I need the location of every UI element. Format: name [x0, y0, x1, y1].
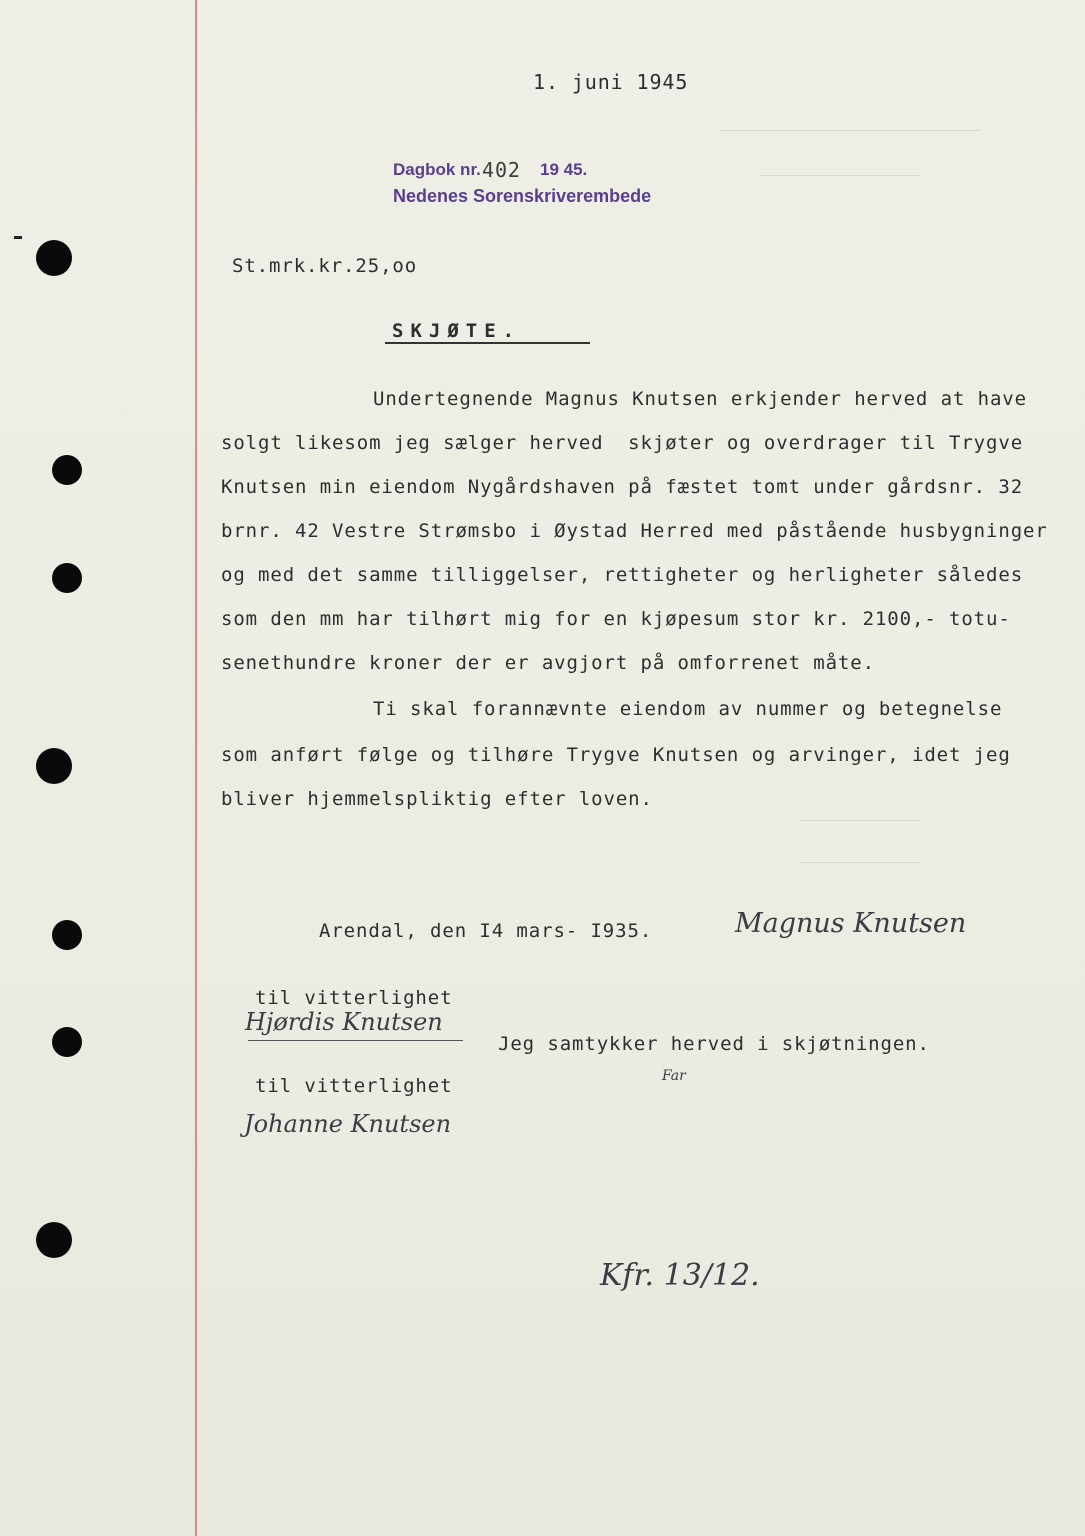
body-line: solgt likesom jeg sælger herved skjøter og overdrager til Trygve	[221, 432, 1024, 454]
witness-label: til vitterlighet	[255, 987, 453, 1009]
margin-line	[195, 0, 197, 1536]
consent-note: Far	[662, 1068, 686, 1084]
punch-hole	[36, 1222, 72, 1258]
body-line: Ti skal forannævnte eiendom av nummer og betegnelse	[373, 698, 1003, 720]
body-line: bliver hjemmelspliktig efter loven.	[221, 788, 653, 810]
body-line: som den mm har tilhørt mig for en kjøpesum stor kr. 2100,- totu-	[221, 608, 1011, 630]
registration-office: Nedenes Sorenskriverembede	[393, 186, 652, 206]
registration-year: 19 45.	[540, 160, 588, 179]
bleed-through-line	[720, 130, 980, 131]
bleed-through-line	[760, 175, 920, 176]
body-line: senethundre kroner der er avgjort på omforrenet måte.	[221, 652, 875, 674]
witness-label: til vitterlighet	[255, 1075, 453, 1097]
signature-line	[248, 1040, 463, 1041]
document-date: 1. juni 1945	[533, 70, 689, 94]
punch-hole	[52, 455, 82, 485]
document-title: SKJØTE.	[392, 320, 522, 342]
seller-signature: Magnus Knutsen	[735, 908, 967, 939]
margin-tick	[14, 236, 22, 239]
consent-statement: Jeg samtykker herved i skjøtningen.	[498, 1033, 930, 1055]
body-line: Undertegnende Magnus Knutsen erkjender herved at have	[373, 388, 1027, 410]
body-line: og med det samme tilliggelser, rettigheter og herligheter således	[221, 564, 1024, 586]
punch-hole	[52, 920, 82, 950]
place-and-date: Arendal, den I4 mars- I935.	[319, 920, 653, 942]
body-line: som anført følge og tilhøre Trygve Knutsen og arvinger, idet jeg	[221, 744, 1011, 766]
punch-hole	[52, 563, 82, 593]
stamp-duty: St.mrk.kr.25,oo	[232, 255, 418, 277]
punch-hole	[36, 240, 72, 276]
title-underline	[385, 342, 590, 344]
witness-signature: Johanne Knutsen	[244, 1110, 452, 1138]
registration-stamp-label: Dagbok nr.	[393, 160, 481, 179]
bleed-through-line	[800, 820, 920, 821]
body-line: Knutsen min eiendom Nygårdshaven på fæstet tomt under gårdsnr. 32	[221, 476, 1024, 498]
punch-hole	[36, 748, 72, 784]
bleed-through-line	[800, 862, 920, 863]
punch-hole	[52, 1027, 82, 1057]
registration-number: 402	[482, 158, 521, 182]
endorsement-note: Kfr. 13/12.	[600, 1258, 760, 1293]
witness-signature: Hjørdis Knutsen	[245, 1008, 443, 1036]
body-line: brnr. 42 Vestre Strømsbo i Øystad Herred med påstående husbygninger	[221, 520, 1048, 542]
